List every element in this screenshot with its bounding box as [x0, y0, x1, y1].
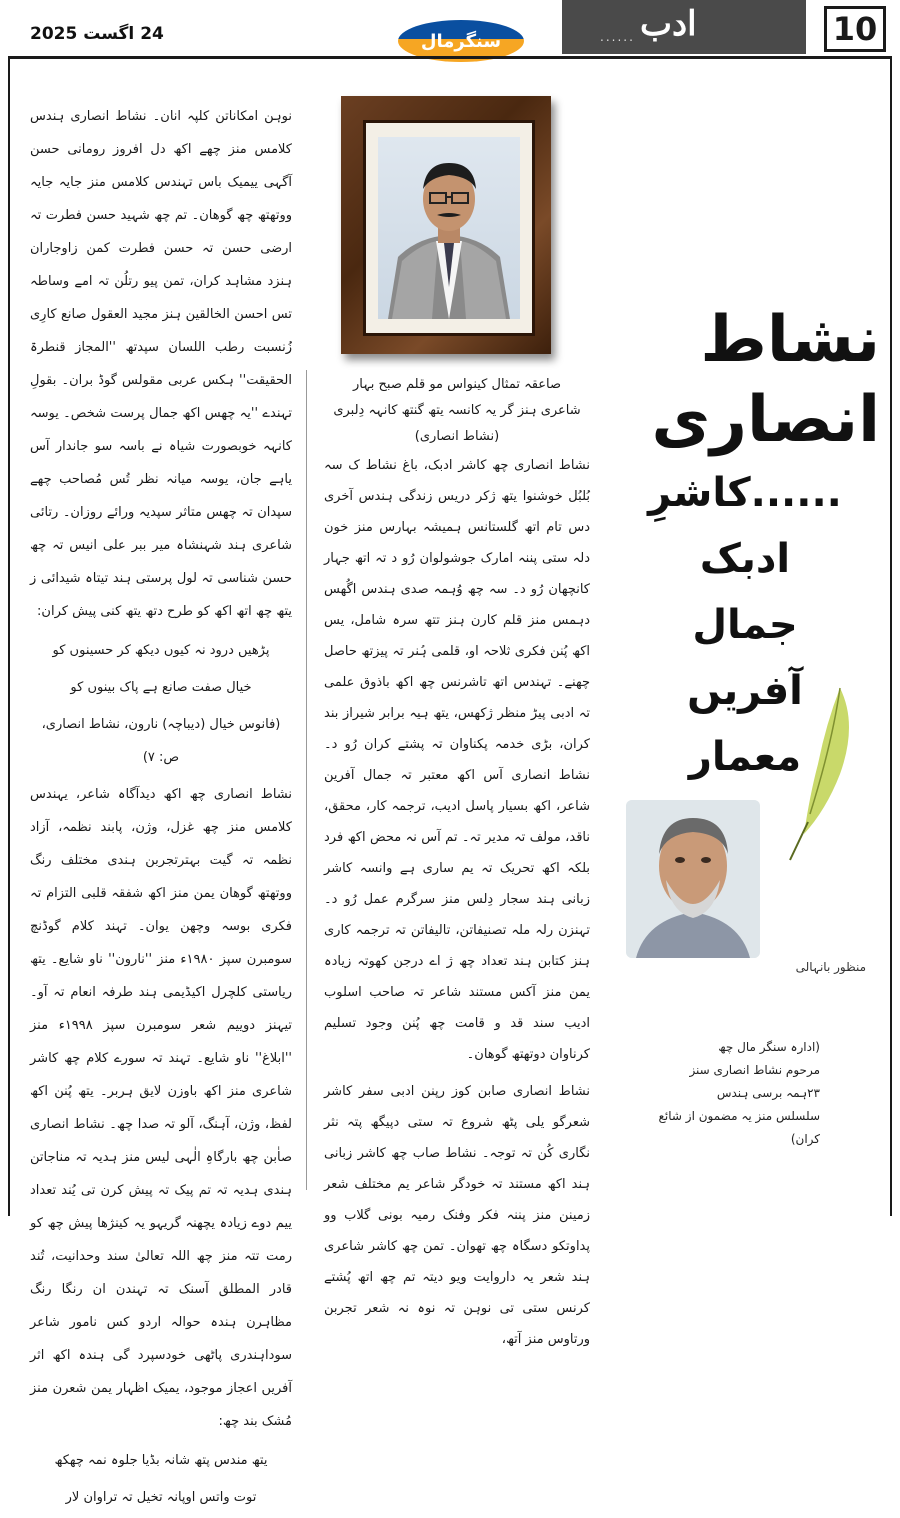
feather-quill-icon	[770, 684, 860, 864]
article-paragraph: نشاط انصاری صابن کوز رپنن ادبی سفر کاشر شعرگو یلی پٹھ شروع تہ ستی دپیگھ پتہ نثر نگاری کُن تہ توجہ۔ نشاط صاب چھ کاشر زبانی ہند اکھ مستند تہ خودگر شاعر یم مختلف شعر زمینن منز پننہ فکر وفنک رمیہ بونی گلاب وو پداوتکو دسگاہ چھ تھوان۔ تمن چھ کاشر شاعری ہند شعر یہ داروایت ویو دیتہ تم چھ اتھ پُشتے کرنس ستی تی نوہن تہ نوہ نہ شعر تجربن ورتاوس منز آتھ،	[324, 1084, 590, 1347]
top-rule	[8, 56, 892, 59]
article-column-left	[30, 100, 292, 1518]
caption-line: صاعقہ تمثال کینواس مو قلم صبح بہار	[352, 377, 562, 392]
subtitle-line: جمال	[692, 602, 798, 648]
author-name: منظور بانہالی	[795, 960, 866, 974]
article-paragraph: نشاط انصاری چھ کاشر ادبک، باغ نشاط ک سہ بُلبُل خوشنوا یتھ ژکر دریس زندگی ہندس آخری دس تام اتھ گلستانس ہمیشہ بہارس منز خون دلہ ستی پننہ امارک جوشولوان رُو د تہ اتھ جہار کانچھان رُو د۔ سہ چھ وُہمہ صدی ہندس اگُھس دہمس منز قلم کارن ہنز تتھ سرہ شامل، یس اکھ پُنن فکری ثلاحہ او، قلمی ہُنر تہ پیزتھ حاصل چھنے۔ تہندس اتھ تاشرنس چھ اکھ باذوق علمی تہ ادبی پیڑ منظر ژکھس، یتھ ہیہ برابر شیراز بند کران، بڑی خدمہ پکناوان تہ پشتے کران رُو د۔ نشاط انصاری آس اکھ معتبر تہ جمال آفرین شاعر، اکھ بسیار پاسل ادیب، ترجمہ کار، محقق، ناقد، مولف تہ مدیر تہ۔ تم آس نہ محض اکھ فرد بلکہ اکھ تحریک تہ یم ساری ہے وانسہ کاشر زبانی ہند سجار دِلس منز سرگرم عمل رُو د۔ تہنزن رلہ ملہ تصنیفاتن، تالیفاتن تہ ترجمہ کاری ہنز کتابن ہند تعداد چھ ژ اے درجن کھوتہ زیادہ یمن منز آکس مستند شاعر تہ صاحب اسلوب ادیب سند قد و قامت چھ پُنن وجود تسلیم کرناوان دوتھتھ گوھان۔	[324, 458, 590, 1062]
caption-line: (نشاط انصاری)	[414, 429, 500, 444]
note-line: (ادارہ سنگر مال چھ	[718, 1040, 820, 1054]
subtitle-line: معمار	[688, 734, 802, 780]
poem-verse: خیال صفت صانع ہے پاک بینوں کو	[70, 680, 252, 695]
portrait-mat	[363, 120, 535, 336]
column-divider	[306, 370, 307, 1190]
note-line: ۲۳ہمہ برسی ہندس	[716, 1086, 820, 1100]
article-column-middle	[324, 372, 590, 1361]
poem-verse: پڑھیں درود نہ کیوں دیکھ کر حسینوں کو	[52, 643, 270, 658]
caption-line: شاعری ہنز گر یہ کانسہ یتھ گنتھ کانہہ دِلبری	[333, 403, 581, 418]
article-paragraph: نوہن امکاناتن کلپہ انان۔ نشاط انصاری ہندس کلامس منز چھے اکھ دل افروز رومانی حسن آگہی ییمیک باس تہندس کلامس منز جایہ جایہ ووتھتھ چھ گوھان۔ تم چھ شہید حسن فطرت تہ ارضی حسن تہ حسن فطرت کمن زاوجاران ہنزد مشاہد کران، تمن پیو رتلُن تہ امے وساطہ تس احسن الخالقین ہنز مجید العقول صانع کارِی زُنسبت رطب اللسان سپدتھ ''المجاز قنطرۃ الحقیقت'' ہکس عربی مقولس گوڈ بران۔ بقولِ تہندے ''یہ چھس اکھ جمال پرست شخص۔ یوسہ کانہہ خوبصورت شیاہ نے باسہ سو جاندار آس یاہے جان، یوسہ میانہ نظر تُس مُصاحب چھے سپدان تہ چھس متاثر سپدیہ ورائے روزان۔ رتائی شاعری ہند شہنشاہ میر ببر علی انیس تہ چھ حسن شناسی تہ لول پرستی ہند تیتاہ شیدائی ز یتھ چھ اتھ اکھ کو طرح دتھ یتھ کنی پیش کران:	[30, 109, 292, 619]
left-border	[8, 56, 10, 1216]
logo-text: سنگرمال	[420, 30, 502, 52]
subtitle-line: ادبک	[699, 536, 791, 582]
author-photo	[626, 800, 760, 958]
subtitle-line: آفریں	[687, 668, 803, 714]
portrait-photo	[378, 137, 520, 319]
article-paragraph: نشاط انصاری چھ اکھ دیدآگاہ شاعر، یہندس کلامس منز چھ غزل، وژن، پابند نظمہ، آزاد نظمہ تہ گیت بہترتجربن ہندی مختلف رنگ ووتھتھ گوھان یمن منز اکھ شفقہ قلبی التزام تہ فکری بوسہ وچھن یوان۔ تہند کلام گوڈنچ سومبرن سپز ۱۹۸۰ء منز ''نارون'' ناو شایع۔ یتھ ریاستی کلچرل اکیڈیمی ہند طرفہ انعام تہ آو۔ تیہنز دوییم شعر سومبرن سپز ۱۹۹۸ء منز ''ابلاغ'' ناو شایع۔ تہند تہ سورے کلام چھ کاشر شاعری منز اکھ باوزن لایق ہربر۔ یتھ پُنن اکھ لفظ، وژن، آہنگ، آلو تہ صدا چھ۔ نشاط انصاری صاٰبن چھ بارگاہِ الٰہی لیس منز ہدیہ تہ مناجاتن ہندی ہدیہ تہ تم پیک تہ پیش کرن تی یُند تعداد ییم دوے زیادہ یچھنہ گریہو یہ کینژھا پیش چھ کو رمت تتہ منز چھ اللہ تعالیٰ سند وحدانیت، تُند قادر المطلق آسنک تہ تہندن ان رنگا رنگ مظاہرن ہندہ حوالہ اردو کس نامور شاعر سوداہندری پاٹھی خودسپرد گی ہندہ اکھ اثر آفریں اعجاز موجود، یمیک اظہار یمن شعرن منز مُشک بند چھ:	[30, 787, 292, 1429]
poem-verse: یتھ مندس پتھ شانہ بڈیا جلوہ نمہ چھکھ	[54, 1453, 268, 1468]
page-header	[0, 0, 900, 56]
citation: (فانوس خیال (دیباچہ) نارون، نشاط انصاری، ص: ۷)	[41, 717, 281, 765]
author-illustration	[626, 800, 760, 958]
subtitle-line: ......کاشرِ	[648, 470, 842, 516]
issue-date: 24 اگست 2025	[30, 24, 164, 44]
section-dots: ......	[600, 30, 635, 44]
portrait-frame	[341, 96, 551, 354]
note-line: سلسلس منز یہ مضمون از شائع کران)	[658, 1109, 820, 1146]
photo-caption	[324, 372, 590, 450]
editorial-note	[640, 1036, 820, 1151]
poem-verse: توت واتس اوپانہ تخیل تہ تراوان لار	[65, 1490, 257, 1505]
article-headline: نشاط انصاری	[651, 303, 880, 457]
page-number: 10	[824, 6, 886, 52]
right-border	[890, 56, 892, 1216]
portrait-illustration	[378, 137, 520, 319]
section-title: ادب	[640, 4, 697, 44]
note-line: مرحوم نشاط انصاری سنز	[689, 1063, 820, 1077]
